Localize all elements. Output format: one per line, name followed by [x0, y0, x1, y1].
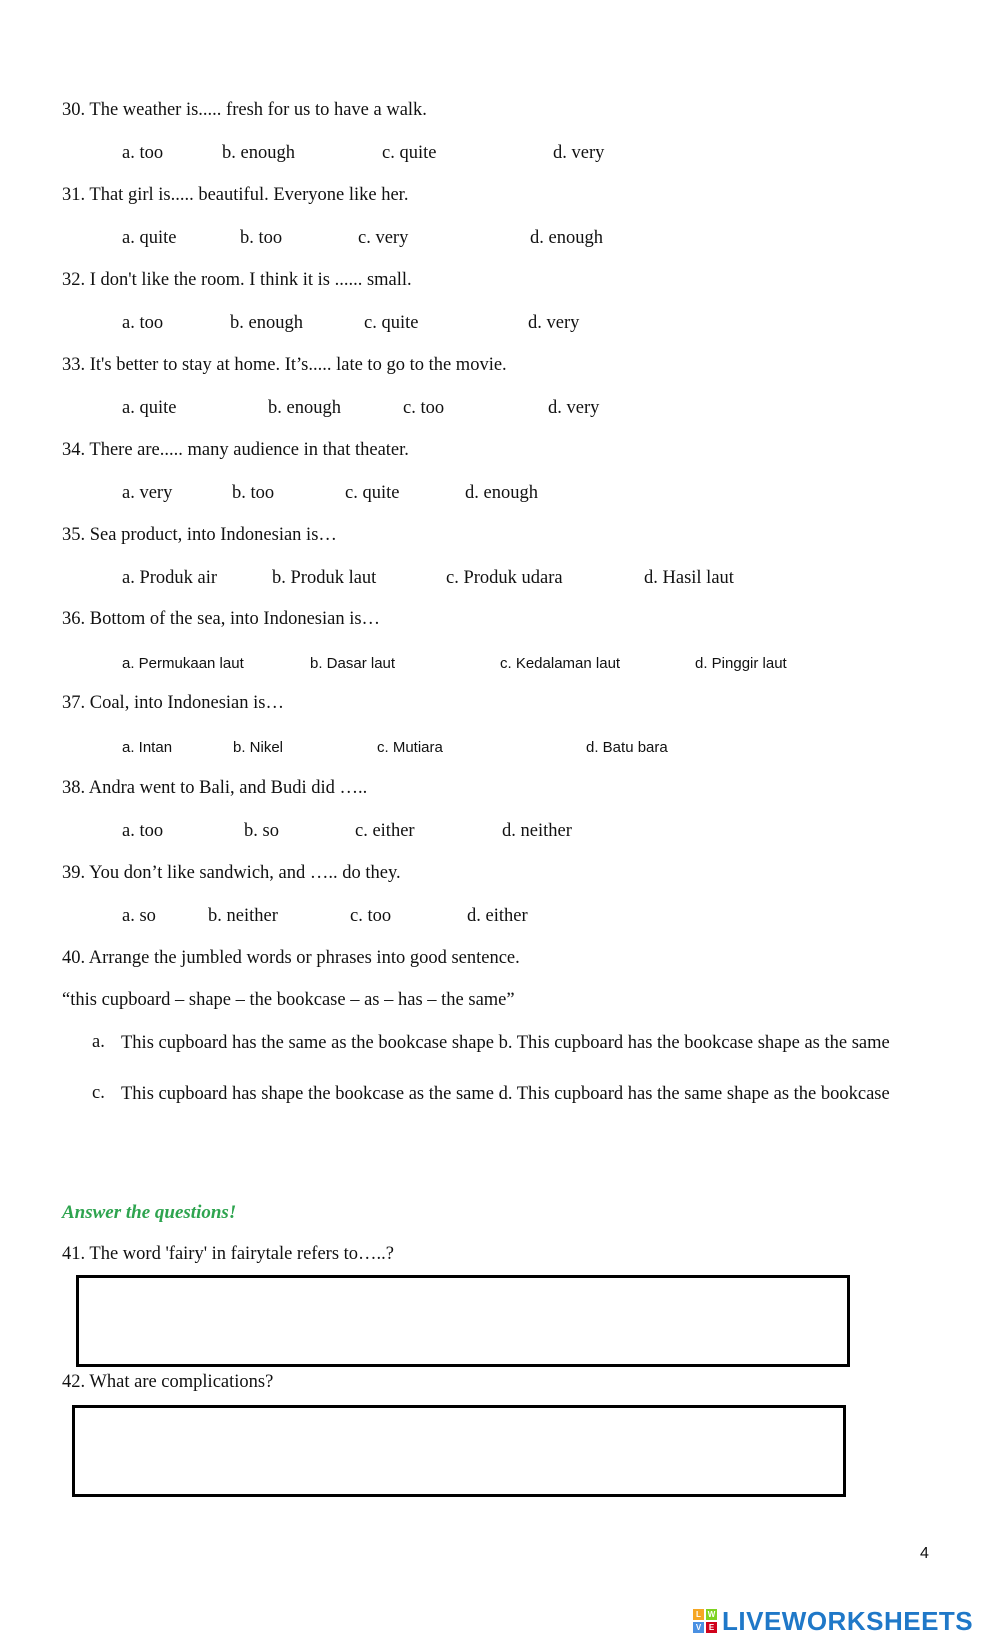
option-c[interactable]: c. too — [403, 398, 445, 418]
option-c[interactable]: c. Kedalaman laut — [500, 655, 621, 672]
option-a[interactable]: a. Produk air — [122, 568, 218, 588]
question-text: 36. Bottom of the sea, into Indonesian is… — [62, 609, 381, 629]
option-a[interactable]: a. too — [122, 313, 164, 333]
brand-name: LIVEWORKSHEETS — [722, 1605, 974, 1636]
page-number: 4 — [920, 1545, 929, 1562]
option-d[interactable]: d. Pinggir laut — [695, 655, 787, 672]
option-a[interactable]: a. so — [122, 906, 156, 926]
option-a[interactable]: a. very — [122, 483, 173, 503]
option-a[interactable]: a. Intan — [122, 739, 173, 756]
logo-tile: W — [707, 1610, 716, 1619]
option-d[interactable]: d. very — [528, 313, 580, 333]
answer-box-42[interactable] — [72, 1405, 846, 1497]
option-c-label[interactable]: c. — [92, 1083, 105, 1103]
answer-box-41[interactable] — [76, 1275, 850, 1367]
logo-tile: E — [706, 1622, 717, 1633]
option-b[interactable]: b. enough — [222, 143, 295, 163]
option-a[interactable]: a. quite — [122, 398, 177, 418]
option-c[interactable]: c. quite — [382, 143, 437, 163]
logo-tile: V — [693, 1622, 704, 1633]
question-text: 32. I don't like the room. I think it is ...... small. — [62, 270, 412, 290]
option-a[interactable]: a. too — [122, 143, 164, 163]
option-c[interactable]: c. Produk udara — [446, 568, 563, 588]
option-b[interactable]: b. Produk laut — [272, 568, 377, 588]
option-a-label[interactable]: a. — [92, 1032, 105, 1052]
option-d[interactable]: d. Hasil laut — [644, 568, 734, 588]
option-b[interactable]: b. too — [232, 483, 275, 503]
options-c-d[interactable]: This cupboard has shape the bookcase as the same d. This cupboard has the same shape as the bookcase — [121, 1084, 890, 1104]
section-heading: Answer the questions! — [62, 1202, 237, 1223]
option-b[interactable]: b. Dasar laut — [310, 655, 396, 672]
logo-tile: L — [693, 1609, 704, 1620]
option-c[interactable]: c. too — [350, 906, 392, 926]
option-c[interactable]: c. either — [355, 821, 415, 841]
option-d[interactable]: d. neither — [502, 821, 572, 841]
option-d[interactable]: d. enough — [530, 228, 603, 248]
option-b[interactable]: b. enough — [268, 398, 341, 418]
logo-icon — [693, 1609, 717, 1633]
option-b[interactable]: b. Nikel — [233, 739, 284, 756]
option-d[interactable]: d. very — [548, 398, 600, 418]
question-text: 30. The weather is..... fresh for us to have a walk. — [62, 100, 427, 120]
option-a[interactable]: a. too — [122, 821, 164, 841]
jumbled-words: “this cupboard – shape – the bookcase – as – has – the same” — [62, 990, 515, 1010]
option-d[interactable]: d. very — [553, 143, 605, 163]
option-d[interactable]: d. either — [467, 906, 528, 926]
question-41-text: 41. The word 'fairy' in fairytale refers to…..? — [62, 1244, 395, 1264]
question-42-text: 42. What are complications? — [62, 1372, 274, 1392]
question-text: 33. It's better to stay at home. It’s..... late to go to the movie. — [62, 355, 507, 375]
question-text: 37. Coal, into Indonesian is… — [62, 693, 284, 713]
option-d[interactable]: d. Batu bara — [586, 739, 668, 756]
option-b[interactable]: b. too — [240, 228, 283, 248]
liveworksheets-logo — [693, 1606, 973, 1636]
option-c[interactable]: c. very — [358, 228, 409, 248]
question-text: 40. Arrange the jumbled words or phrases into good sentence. — [62, 948, 520, 968]
option-b[interactable]: b. enough — [230, 313, 303, 333]
question-text: 39. You don’t like sandwich, and ….. do they. — [62, 863, 401, 883]
option-a[interactable]: a. quite — [122, 228, 177, 248]
option-b[interactable]: b. so — [244, 821, 279, 841]
option-c[interactable]: c. Mutiara — [377, 739, 443, 756]
option-a[interactable]: a. Permukaan laut — [122, 655, 244, 672]
option-c[interactable]: c. quite — [364, 313, 419, 333]
question-text: 31. That girl is..... beautiful. Everyone like her. — [62, 185, 409, 205]
option-b[interactable]: b. neither — [208, 906, 278, 926]
options-a-b[interactable]: This cupboard has the same as the bookcase shape b. This cupboard has the bookcase shape as the same — [121, 1033, 890, 1053]
question-text: 38. Andra went to Bali, and Budi did ….. — [62, 778, 368, 798]
question-text: 34. There are..... many audience in that theater. — [62, 440, 409, 460]
question-text: 35. Sea product, into Indonesian is… — [62, 525, 337, 545]
option-d[interactable]: d. enough — [465, 483, 538, 503]
option-c[interactable]: c. quite — [345, 483, 400, 503]
